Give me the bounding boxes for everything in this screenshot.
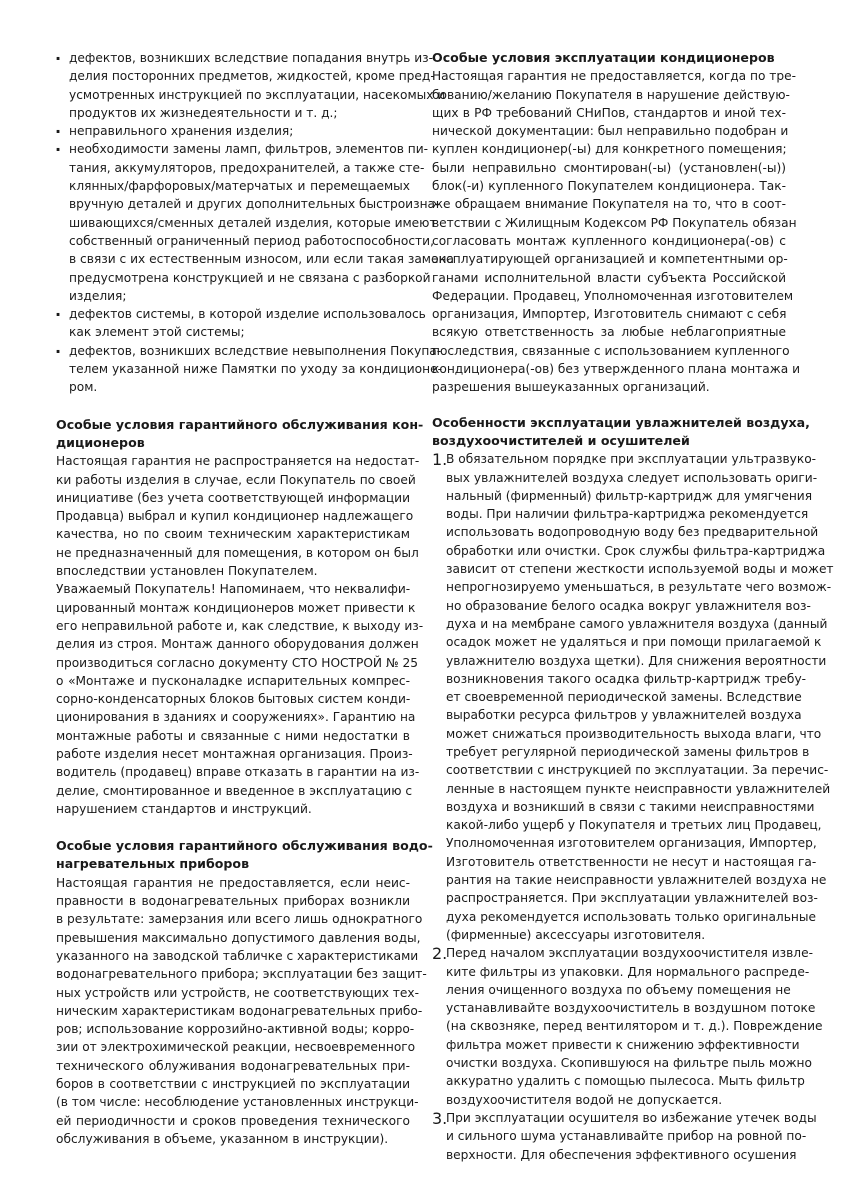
section-ac-operation — [432, 49, 800, 397]
item-line: зависит от степени жесткости используемой воды и может — [446, 562, 834, 577]
bullet-marker: · — [55, 140, 62, 160]
right-column — [432, 49, 834, 1164]
section-heading: Особые условия эксплуатации кондиционеров — [432, 50, 775, 65]
paragraph-line: водонагревательного прибора; эксплуатации без защит- — [56, 967, 427, 982]
paragraph-line: разрешения вышеуказанных организаций. — [432, 380, 710, 395]
list-item — [55, 140, 454, 305]
paragraph-line: ническим характеристикам водонагревательных прибо- — [56, 1003, 423, 1018]
paragraph-line: обслуживания в объеме, указанном в инструкции). — [56, 1131, 389, 1146]
paragraph-line: щих в РФ требований СНиПов, стандартов и иной тех- — [432, 105, 786, 120]
paragraph-line: (в том числе: несоблюдение установленных инструкци- — [56, 1095, 419, 1110]
item-number: 3. — [432, 1108, 448, 1128]
paragraph-line: кондиционера(-ов) без утвержденного плана монтажа и — [432, 362, 800, 377]
list-item — [55, 49, 446, 122]
item-line: (на сквозняке, перед вентилятором и т. д.). Повреждение — [446, 1019, 823, 1034]
paragraph-line: сорно-конденсаторных блоков бытовых систем конди- — [56, 692, 411, 707]
paragraph-line: же обращаем внимание Покупателя на то, что в соот- — [432, 197, 786, 212]
paragraph-line: нической документации: был неправильно подобран и — [432, 124, 789, 139]
paragraph-line: превышения максимально допустимого давления воды, — [56, 930, 421, 945]
paragraph-line: впоследствии установлен Покупателем. — [56, 564, 318, 579]
paragraph-line: ров; использование коррозийно-активной воды; корро- — [56, 1022, 415, 1037]
list-item-line: дефектов, возникших вследствие невыполнения Покупа- — [69, 343, 442, 358]
numbered-item — [432, 944, 823, 1109]
item-line: (фирменные) аксессуары изготовителя. — [446, 927, 706, 942]
section-heading: Особенности эксплуатации увлажнителей воздуха, — [432, 414, 810, 430]
paragraph-line: его неправильной работе и, как следствие, к выходу из- — [56, 618, 424, 633]
paragraph-line: Настоящая гарантия не предоставляется, если неис- — [56, 875, 410, 890]
list-item-line: необходимости замены ламп, фильтров, элементов пи- — [69, 142, 429, 157]
paragraph-line: Настоящая гарантия не предоставляется, когда по тре- — [432, 69, 797, 84]
paragraph-line: зии от электрохимической реакции, несвоевременного — [56, 1040, 416, 1055]
paragraph-line: блок(-и) купленного Покупателем кондиционера. Так- — [432, 179, 786, 194]
paragraph-line: согласовать монтаж купленного кондиционера(-ов) с — [432, 233, 786, 248]
item-line: воздухоочистителя водой не допускается. — [446, 1092, 723, 1107]
paragraph-line: ганами исполнительной власти субъекта Российской — [432, 270, 786, 285]
paragraph-line: куплен кондиционер(-ы) для конкретного помещения; — [432, 142, 787, 157]
paragraph-line: боров в соответствии с инструкцией по эксплуатации — [56, 1077, 410, 1092]
paragraph-line: ционирования в зданиях и сооружениях». Гарантию на — [56, 710, 416, 725]
list-item-line: делия посторонних предметов, жидкостей, кроме пред- — [69, 69, 435, 84]
item-line: В обязательном порядке при эксплуатации ультразвуко- — [446, 452, 817, 467]
paragraph-line: технического облуживания водонагревательных при- — [56, 1058, 410, 1073]
paragraph-line: эксплуатирующей организацией и компетентными ор- — [432, 252, 788, 267]
paragraph-line: всякую ответственность за любые неблагоприятные — [432, 325, 786, 340]
item-line: духа рекомендуется использовать только оригинальные — [446, 909, 816, 924]
list-item-line: неправильного хранения изделия; — [69, 124, 294, 139]
list-item-line: дефектов системы, в которой изделие использовалось — [69, 307, 426, 322]
item-number: 2. — [432, 944, 448, 964]
paragraph-line: не предназначенный для помещения, в котором он был — [56, 545, 419, 560]
item-line: нальный (фирменный) фильтр-картридж для умягчения — [446, 488, 813, 503]
paragraph-line: делия из строя. Монтаж данного оборудования должен — [56, 637, 419, 652]
list-item-line: клянных/фарфоровых/матерчатых и перемещаемых — [69, 179, 410, 194]
item-line: духа и на мембране самого увлажнителя воздуха (данный — [446, 616, 828, 631]
paragraph-line: последствия, связанные с использованием купленного — [432, 343, 790, 358]
item-line: и сильного шума устанавливайте прибор на ровной по- — [446, 1129, 807, 1144]
item-line: осадок может не удаляться и при помощи прилагаемой к — [446, 635, 822, 650]
paragraph-line: качества, но по своим техническим характеристикам — [56, 527, 410, 542]
list-item-line: телем указанной ниже Памятки по уходу за кондиционе- — [69, 362, 442, 377]
numbered-item — [432, 1108, 817, 1164]
list-item-line: шивающихся/сменных деталей изделия, которые имеют — [69, 215, 437, 230]
list-item-line: предусмотрена конструкцией и не связана с разборкой — [69, 270, 431, 285]
item-number: 1. — [432, 450, 448, 470]
paragraph-line: водитель (продавец) вправе отказать в гарантии на из- — [56, 765, 420, 780]
paragraph-line: Уважаемый Покупатель! Напоминаем, что неквалифи- — [56, 582, 411, 597]
paragraph-line: Настоящая гарантия не распространяется на недостат- — [56, 454, 420, 469]
list-item-line: в связи с их естественным износом, или если такая замена — [69, 252, 454, 267]
item-line: использовать водопроводную воду без предварительной — [446, 525, 819, 540]
section-heading: нагревательных приборов — [56, 856, 250, 872]
list-item-line: продуктов их жизнедеятельности и т. д.; — [69, 105, 338, 120]
paragraph-line: ных устройств или устройств, не соответствующих тех- — [56, 985, 420, 1000]
paragraph-line: делие, смонтированное и введенное в эксплуатацию с — [56, 783, 413, 798]
paragraph-line: ветствии с Жилищным Кодексом РФ Покупатель обязан — [432, 215, 797, 230]
section-heading: воздухоочистителей и осушителей — [432, 432, 690, 448]
paragraph-line: ки работы изделия в случае, если Покупатель по своей — [56, 472, 416, 487]
item-line: ленные в настоящем пункте неисправности увлажнителей — [446, 781, 831, 796]
item-line: обработки или очистки. Срок службы фильтра-картриджа — [446, 543, 826, 558]
list-item-line: собственный ограниченный период работоспособности, — [69, 233, 434, 248]
paragraph-line: правности в водонагревательных приборах возникли — [56, 894, 410, 909]
section-humidifiers — [432, 414, 834, 1164]
list-item — [55, 341, 442, 397]
bullet-list — [55, 49, 454, 397]
paragraph-line: монтажные работы и связанные с ними недостатки в — [56, 728, 410, 743]
item-line: аккуратно удалить с помощью пылесоса. Мыть фильтр — [446, 1074, 805, 1089]
left-column — [55, 49, 454, 1148]
paragraph-line: инициативе (без учета соответствующей информации — [56, 490, 410, 505]
paragraph-line: производиться согласно документу СТО НОСТРОЙ № 25 — [56, 655, 418, 670]
paragraph-line: бованию/желанию Покупателя в нарушение действую- — [432, 87, 790, 102]
list-item-line: усмотренных инструкцией по эксплуатации, насекомых и — [69, 87, 446, 102]
numbered-item — [432, 450, 834, 944]
list-item-line: как элемент этой системы; — [69, 325, 245, 340]
item-line: вых увлажнителей воздуха следует использовать ориги- — [446, 470, 818, 485]
item-line: воздуха и возникший в связи с такими неисправностями — [446, 799, 815, 814]
item-line: ления очищенного воздуха по объему помещения не — [446, 982, 791, 997]
list-item — [56, 122, 410, 140]
paragraph-line: указанного на заводской табличке с характеристиками — [56, 948, 419, 963]
item-line: верхности. Для обеспечения эффективного осушения — [446, 1147, 797, 1162]
item-line: возникновения такого осадка фильтр-картридж требу- — [446, 671, 807, 686]
bullet-marker: · — [55, 49, 62, 68]
paragraph-line: организация, Импортер, Изготовитель снимают с себя — [432, 307, 787, 322]
item-line: очистки воздуха. Скопившуюся на фильтре пыль можно — [446, 1056, 812, 1071]
paragraph — [56, 580, 424, 818]
paragraph-line: нарушением стандартов и инструкций. — [56, 801, 312, 816]
item-line: увлажнителю воздуха щетки). Для снижения вероятности — [446, 653, 827, 668]
item-line: Уполномоченная изготовителем организация, Импортер, — [446, 836, 817, 851]
section-heading: Особые условия гарантийного обслуживания кон- — [56, 416, 424, 432]
paragraph-line: о «Монтаже и пусконаладке испарительных компрес- — [56, 673, 410, 688]
bullet-marker: · — [55, 341, 62, 361]
list-item-line: вручную деталей и других дополнительных быстроизна- — [69, 197, 440, 212]
list-item — [55, 305, 426, 342]
paragraph-line: ей периодичности и сроков проведения технического — [56, 1113, 410, 1128]
section-heading: диционеров — [56, 434, 145, 450]
item-line: Перед началом эксплуатации воздухоочистителя извле- — [446, 946, 813, 961]
paragraph-line: были неправильно смонтирован(-ы) (установлен(-ы)) — [432, 160, 786, 175]
paragraph — [432, 67, 800, 396]
item-line: распространяется. При эксплуатации увлажнителей воз- — [446, 891, 818, 906]
item-line: требует регулярной периодической замены фильтров в — [446, 744, 810, 759]
item-line: фильтра может привести к снижению эффективности — [446, 1037, 800, 1052]
list-item-line: ром. — [69, 380, 98, 395]
item-line: непрогнозируемо уменьшаться, в результате чего возмож- — [446, 580, 832, 595]
item-line: воды. При наличии фильтра-картриджа рекомендуется — [446, 507, 809, 522]
section-water-heaters — [56, 837, 433, 1148]
item-line: При эксплуатации осушителя во избежание утечек воды — [446, 1110, 817, 1125]
list-item-line: дефектов, возникших вследствие попадания внутрь из- — [69, 51, 434, 65]
paragraph-line: работе изделия несет монтажная организация. Произ- — [56, 746, 413, 761]
paragraph — [56, 452, 420, 580]
list-item-line: изделия; — [69, 288, 127, 303]
paragraph-line: цированный монтаж кондиционеров может привести к — [56, 600, 416, 615]
bullet-marker: · — [55, 122, 62, 142]
paragraph-line: в результате: замерзания или всего лишь однократного — [56, 912, 423, 927]
section-heading: Особые условия гарантийного обслуживания водо- — [56, 838, 433, 854]
item-line: устанавливайте воздухоочиститель в воздушном потоке — [446, 1001, 816, 1016]
item-line: но образование белого осадка вокруг увлажнителя воз- — [446, 598, 811, 613]
bullet-marker: · — [55, 305, 62, 325]
item-line: Изготовитель ответственности не несут и настоящая га- — [446, 854, 817, 869]
section-ac-warranty — [56, 416, 424, 819]
paragraph-line: Продавца) выбрал и купил кондиционер надлежащего — [56, 509, 414, 524]
paragraph — [56, 874, 427, 1148]
item-line: может снижаться производительность выхода влаги, что — [446, 726, 822, 741]
item-line: ет своевременной периодической замены. Вследствие — [446, 690, 802, 705]
list-item-line: тания, аккумуляторов, предохранителей, а также сте- — [69, 160, 425, 175]
item-line: какой-либо ущерб у Покупателя и третьих лиц Продавец, — [446, 818, 822, 833]
item-line: выработки ресурса фильтров у увлажнителей воздуха — [446, 708, 802, 723]
item-line: соответствии с инструкцией по эксплуатации. За перечис- — [446, 763, 829, 778]
item-line: рантия на такие неисправности увлажнителей воздуха не — [446, 873, 827, 888]
item-line: ките фильтры из упаковки. Для нормального распреде- — [446, 964, 810, 979]
paragraph-line: Федерации. Продавец, Уполномоченная изготовителем — [432, 288, 794, 303]
